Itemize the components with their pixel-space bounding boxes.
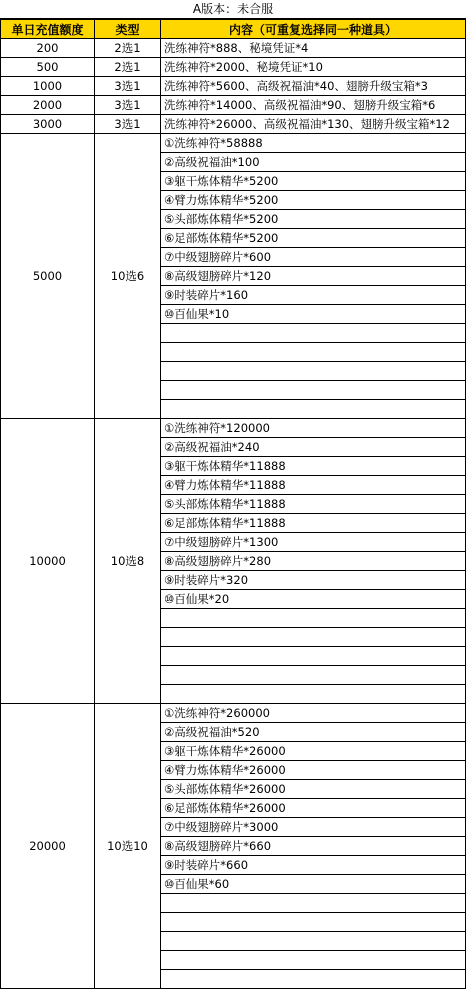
list-item	[161, 837, 465, 856]
item-text	[161, 932, 465, 951]
header-type: 类型	[95, 20, 161, 39]
item-text: ④臂力炼体精华*26000	[161, 761, 465, 780]
version-title: A版本：未合服	[0, 0, 466, 19]
amount-cell: 2000	[1, 96, 95, 115]
item-text: ⑩百仙果*20	[161, 590, 465, 609]
header-amount: 单日充值额度	[1, 20, 95, 39]
list-item	[161, 495, 465, 514]
amount-cell: 500	[1, 58, 95, 77]
item-text	[161, 913, 465, 932]
item-text: ⑤头部炼体精华*11888	[161, 495, 465, 514]
list-item	[161, 153, 465, 172]
list-item	[161, 286, 465, 305]
list-item	[161, 419, 465, 438]
list-item	[161, 571, 465, 590]
list-item	[161, 324, 465, 343]
content-cell: 洗练神符*26000、高级祝福油*130、翅膀升级宝箱*12	[161, 115, 466, 134]
list-item	[161, 628, 465, 647]
item-text: ⑩百仙果*10	[161, 305, 465, 324]
list-item	[161, 742, 465, 761]
list-item	[161, 514, 465, 533]
item-text	[161, 381, 465, 400]
type-cell: 3选1	[95, 115, 161, 134]
content-list-cell	[161, 704, 466, 989]
list-item	[161, 723, 465, 742]
list-item	[161, 381, 465, 400]
group-row	[1, 134, 466, 419]
item-text: ①洗练神符*260000	[161, 704, 465, 723]
item-list	[161, 704, 465, 988]
list-item	[161, 780, 465, 799]
item-text: ⑧高级翅膀碎片*660	[161, 837, 465, 856]
list-item	[161, 210, 465, 229]
header-content: 内容（可重复选择同一种道具）	[161, 20, 466, 39]
type-cell: 10选8	[95, 419, 161, 704]
item-text	[161, 666, 465, 685]
item-text	[161, 343, 465, 362]
item-text	[161, 628, 465, 647]
type-cell: 10选10	[95, 704, 161, 989]
reward-table	[0, 19, 466, 989]
content-cell: 洗练神符*5600、高级祝福油*40、翅膀升级宝箱*3	[161, 77, 466, 96]
list-item	[161, 894, 465, 913]
content-cell: 洗练神符*888、秘境凭证*4	[161, 39, 466, 58]
item-text: ②高级祝福油*100	[161, 153, 465, 172]
item-text: ⑦中级翅膀碎片*3000	[161, 818, 465, 837]
list-item	[161, 590, 465, 609]
item-text	[161, 685, 465, 704]
item-text: ⑦中级翅膀碎片*600	[161, 248, 465, 267]
amount-cell: 3000	[1, 115, 95, 134]
amount-cell: 5000	[1, 134, 95, 419]
group-row	[1, 704, 466, 989]
item-text	[161, 894, 465, 913]
amount-cell: 200	[1, 39, 95, 58]
header-row	[1, 20, 466, 39]
item-text: ①洗练神符*120000	[161, 419, 465, 438]
list-item	[161, 134, 465, 153]
item-text: ④臂力炼体精华*5200	[161, 191, 465, 210]
list-item	[161, 191, 465, 210]
item-text: ⑧高级翅膀碎片*120	[161, 267, 465, 286]
list-item	[161, 609, 465, 628]
list-item	[161, 343, 465, 362]
list-item	[161, 438, 465, 457]
item-text: ⑨时装碎片*320	[161, 571, 465, 590]
list-item	[161, 951, 465, 970]
list-item	[161, 856, 465, 875]
list-item	[161, 457, 465, 476]
amount-cell: 10000	[1, 419, 95, 704]
amount-cell: 1000	[1, 77, 95, 96]
content-cell: 洗练神符*14000、高级祝福油*90、翅膀升级宝箱*6	[161, 96, 466, 115]
item-text: ⑩百仙果*60	[161, 875, 465, 894]
table-row	[1, 77, 466, 96]
table-row	[1, 58, 466, 77]
content-list-cell	[161, 419, 466, 704]
table-row	[1, 115, 466, 134]
type-cell: 2选1	[95, 39, 161, 58]
item-text: ⑨时装碎片*660	[161, 856, 465, 875]
type-cell: 3选1	[95, 96, 161, 115]
item-list	[161, 134, 465, 418]
list-item	[161, 533, 465, 552]
list-item	[161, 685, 465, 704]
item-list	[161, 419, 465, 703]
item-text: ⑥足部炼体精华*11888	[161, 514, 465, 533]
list-item	[161, 362, 465, 381]
item-text: ③躯干炼体精华*5200	[161, 172, 465, 191]
list-item	[161, 476, 465, 495]
content-list-cell	[161, 134, 466, 419]
list-item	[161, 400, 465, 419]
item-text	[161, 951, 465, 970]
list-item	[161, 704, 465, 723]
item-text	[161, 324, 465, 343]
item-text: ⑧高级翅膀碎片*280	[161, 552, 465, 571]
item-text	[161, 609, 465, 628]
list-item	[161, 799, 465, 818]
table-row	[1, 96, 466, 115]
list-item	[161, 932, 465, 951]
list-item	[161, 970, 465, 989]
list-item	[161, 818, 465, 837]
list-item	[161, 229, 465, 248]
item-text: ⑥足部炼体精华*5200	[161, 229, 465, 248]
table-body	[1, 39, 466, 989]
table-row	[1, 39, 466, 58]
list-item	[161, 666, 465, 685]
item-text: ⑤头部炼体精华*5200	[161, 210, 465, 229]
item-text	[161, 400, 465, 419]
list-item	[161, 172, 465, 191]
type-cell: 10选6	[95, 134, 161, 419]
item-text: ②高级祝福油*240	[161, 438, 465, 457]
content-cell: 洗练神符*2000、秘境凭证*10	[161, 58, 466, 77]
item-text: ④臂力炼体精华*11888	[161, 476, 465, 495]
type-cell: 2选1	[95, 58, 161, 77]
group-row	[1, 419, 466, 704]
list-item	[161, 875, 465, 894]
item-text: ①洗练神符*58888	[161, 134, 465, 153]
item-text	[161, 647, 465, 666]
item-text: ⑥足部炼体精华*26000	[161, 799, 465, 818]
list-item	[161, 267, 465, 286]
list-item	[161, 305, 465, 324]
list-item	[161, 913, 465, 932]
type-cell: 3选1	[95, 77, 161, 96]
item-text: ⑤头部炼体精华*26000	[161, 780, 465, 799]
list-item	[161, 761, 465, 780]
item-text: ②高级祝福油*520	[161, 723, 465, 742]
item-text: ③躯干炼体精华*26000	[161, 742, 465, 761]
item-text	[161, 362, 465, 381]
item-text: ⑨时装碎片*160	[161, 286, 465, 305]
item-text: ⑦中级翅膀碎片*1300	[161, 533, 465, 552]
list-item	[161, 647, 465, 666]
list-item	[161, 552, 465, 571]
list-item	[161, 248, 465, 267]
amount-cell: 20000	[1, 704, 95, 989]
item-text: ③躯干炼体精华*11888	[161, 457, 465, 476]
item-text	[161, 970, 465, 989]
